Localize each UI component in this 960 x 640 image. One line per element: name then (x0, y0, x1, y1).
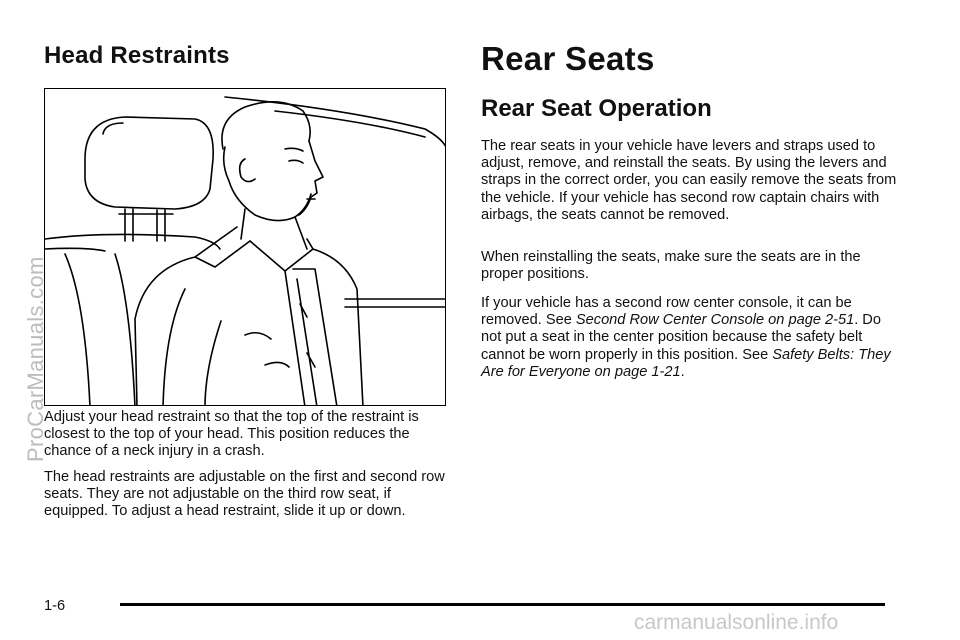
rear-seat-paragraph-2: When reinstalling the seats, make sure the seats are in the proper positions. (481, 249, 861, 283)
head-restraint-illustration (44, 88, 446, 406)
subsection-heading-rear-seat-operation: Rear Seat Operation (481, 95, 712, 122)
cross-reference-link-center-console[interactable]: Second Row Center Console on page 2-51 (575, 312, 855, 329)
footer-rule (120, 603, 885, 606)
head-restraint-paragraph-2: The head restraints are adjustable on the first and second row seats. They are not adjustable on the third row seat, if equipped. To adjust a head restraint, slide it up or down. (44, 469, 445, 520)
rear-seat-paragraph-3 (481, 295, 891, 381)
watermark-vertical: ProCarManuals.com (23, 256, 48, 462)
page-number: 1-6 (44, 598, 66, 614)
rear-seat-paragraph-1: The rear seats in your vehicle have levers and straps used to adjust, remove, and reinstall the seats. By using the levers and straps in the correct order, you can easily remove the seats from the vehicle. If your vehicle has second row captain chairs with airbags, the seats cannot be removed. (481, 138, 897, 223)
paragraph-text: . Do not put a seat in the center position because the safety belt cannot be worn properly in this position. See (481, 312, 881, 363)
watermark-horizontal: carmanualsonline.info (634, 611, 839, 634)
cross-reference-link-safety-belts[interactable]: Safety Belts: They Are for Everyone on page 1-21 (481, 346, 891, 380)
head-restraint-paragraph-1: Adjust your head restraint so that the top of the restraint is closest to the top of your head. This position reduces the chance of a neck injury in a crash. (44, 409, 419, 460)
section-title-rear-seats: Rear Seats (481, 40, 655, 77)
section-heading-head-restraints: Head Restraints (44, 42, 230, 69)
paragraph-text: . (680, 363, 685, 380)
person-in-seat-drawing (45, 89, 446, 406)
paragraph-text: If your vehicle has a second row center console, it can be removed. See (481, 295, 852, 329)
